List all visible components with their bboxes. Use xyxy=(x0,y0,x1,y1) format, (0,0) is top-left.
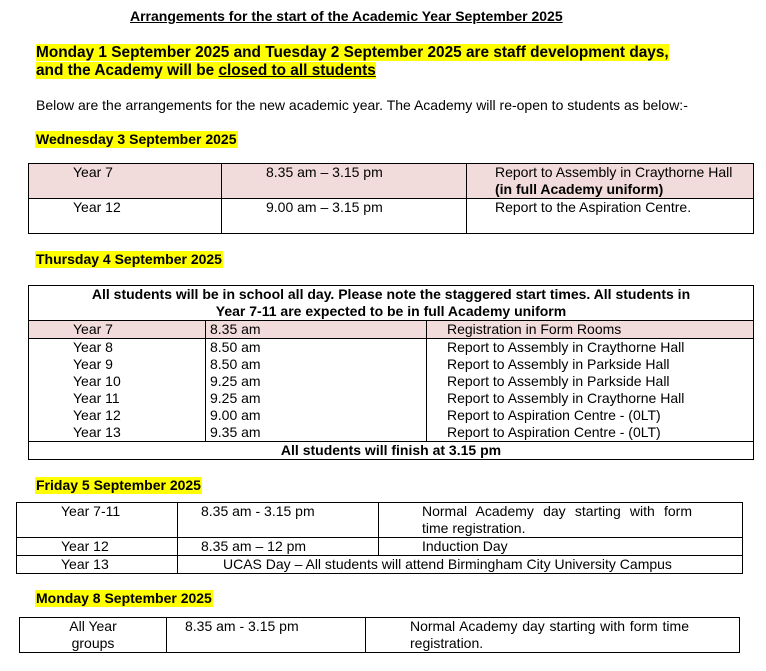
note-cell: Induction Day xyxy=(379,538,743,556)
table-row xyxy=(17,538,743,556)
closed-notice-line2 xyxy=(36,62,376,79)
intro-text: Below are the arrangements for the new academic year. The Academy will re-open to students as below:- xyxy=(36,97,688,113)
note-cell xyxy=(467,164,754,199)
note-cell: UCAS Day – All students will attend Birmingham City University Campus xyxy=(178,556,743,574)
note-cell: Report to Aspiration Centre - (0LT) xyxy=(427,407,754,424)
year-cell: Year 12 xyxy=(29,407,206,424)
note-cell: Report to Aspiration Centre - (0LT) xyxy=(427,424,754,442)
time-cell: 8.35 am - 3.15 pm xyxy=(178,503,379,538)
thursday-header xyxy=(29,286,754,321)
table-header-row xyxy=(29,286,754,321)
table-footer-row xyxy=(29,442,754,460)
year-cell: Year 9 xyxy=(29,356,206,373)
monday-table xyxy=(19,617,740,653)
time-cell: 9.00 am – 3.15 pm xyxy=(222,199,467,234)
time-cell: 8.35 am - 3.15 pm xyxy=(167,618,366,653)
time-cell: 9.35 am xyxy=(206,424,427,442)
note-emphasis: (in full Academy uniform) xyxy=(495,181,664,197)
table-row xyxy=(29,321,754,339)
note-cell: Registration in Form Rooms xyxy=(427,321,754,339)
thursday-header-line1: All students will be in school all day. Please note the staggered start times. All students in xyxy=(91,286,691,302)
table-row xyxy=(17,503,743,538)
time-cell: 8.50 am xyxy=(206,339,427,357)
thursday-header-line2: Year 7-11 are expected to be in full Academy uniform xyxy=(215,303,567,319)
monday-label: Monday 8 September 2025 xyxy=(36,590,212,606)
thursday-table xyxy=(28,285,754,460)
table-row xyxy=(29,356,754,373)
friday-table xyxy=(16,502,743,574)
table-row xyxy=(29,390,754,407)
time-cell: 9.00 am xyxy=(206,407,427,424)
year-cell: Year 7 xyxy=(29,321,206,339)
time-cell: 8.35 am – 3.15 pm xyxy=(222,164,467,199)
year-cell: Year 13 xyxy=(17,556,178,574)
year-cell: Year 10 xyxy=(29,373,206,390)
table-row xyxy=(29,199,754,234)
closed-notice xyxy=(36,44,669,80)
table-row xyxy=(29,373,754,390)
year-cell: Year 7 xyxy=(29,164,222,199)
note-cell: Report to Assembly in Craythorne Hall xyxy=(427,339,754,357)
note-cell: Report to Assembly in Craythorne Hall xyxy=(427,390,754,407)
time-cell: 9.25 am xyxy=(206,390,427,407)
year-cell: Year 13 xyxy=(29,424,206,442)
year-cell: Year 7-11 xyxy=(17,503,178,538)
table-row xyxy=(29,407,754,424)
time-cell: 9.25 am xyxy=(206,373,427,390)
year-cell xyxy=(20,618,167,653)
year-cell: Year 12 xyxy=(29,199,222,234)
year-line2: groups xyxy=(71,635,115,651)
closed-notice-emphasis: closed to all students xyxy=(218,62,376,79)
thursday-label: Thursday 4 September 2025 xyxy=(36,251,222,267)
time-cell: 8.35 am – 12 pm xyxy=(178,538,379,556)
table-row xyxy=(17,556,743,574)
note-cell: Report to Assembly in Parkside Hall xyxy=(427,356,754,373)
time-cell: 8.50 am xyxy=(206,356,427,373)
table-row xyxy=(29,424,754,442)
note-text: Report to Assembly in Craythorne Hall xyxy=(495,164,733,180)
year-cell: Year 8 xyxy=(29,339,206,357)
note-cell: Report to the Aspiration Centre. xyxy=(467,199,754,234)
closed-notice-line1: Monday 1 September 2025 and Tuesday 2 September 2025 are staff development days, xyxy=(36,44,669,61)
page-title: Arrangements for the start of the Academic Year September 2025 xyxy=(130,8,563,24)
table-row xyxy=(20,618,740,653)
friday-label: Friday 5 September 2025 xyxy=(36,477,201,493)
table-row xyxy=(29,164,754,199)
thursday-footer: All students will finish at 3.15 pm xyxy=(29,442,754,460)
time-cell: 8.35 am xyxy=(206,321,427,339)
note-cell: Normal Academy day starting with form time registration. xyxy=(366,618,740,653)
year-cell: Year 11 xyxy=(29,390,206,407)
year-cell: Year 12 xyxy=(17,538,178,556)
wednesday-label: Wednesday 3 September 2025 xyxy=(36,131,237,147)
closed-notice-line2-prefix: and the Academy will be xyxy=(36,62,219,79)
table-row xyxy=(29,339,754,357)
wednesday-table xyxy=(28,163,754,234)
year-line1: All Year xyxy=(69,618,117,634)
note-cell: Normal Academy day starting with form time registration. xyxy=(379,503,743,538)
note-cell: Report to Assembly in Parkside Hall xyxy=(427,373,754,390)
